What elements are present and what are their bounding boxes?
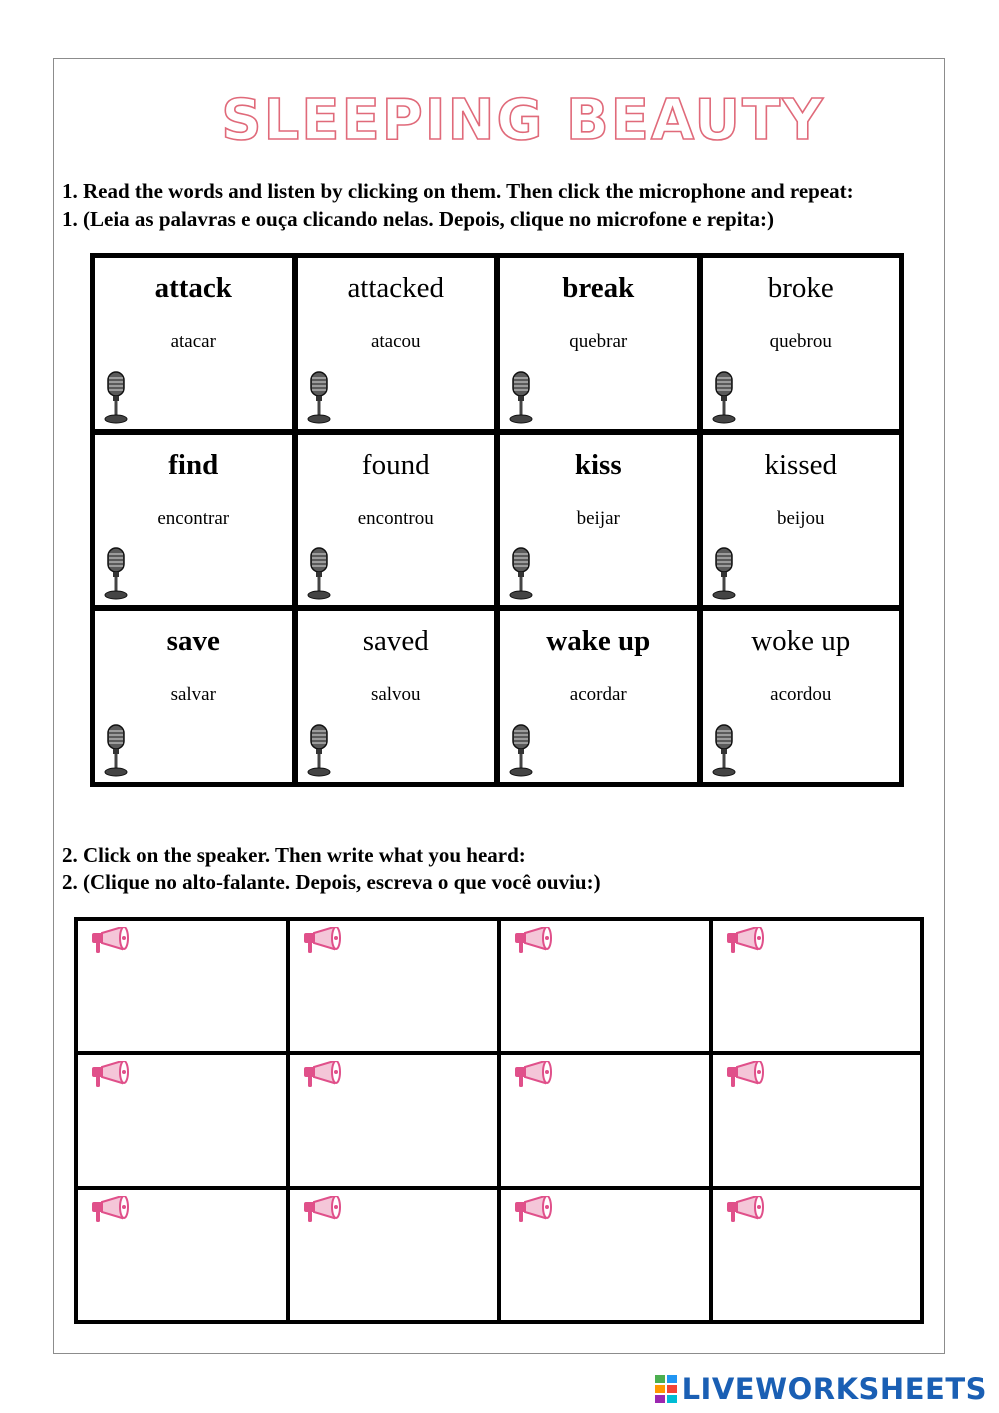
task1-instruction-en: 1. Read the words and listen by clicking on them. Then click the microphone and repeat: <box>62 179 854 203</box>
task1-instruction-pt: 1. (Leia as palavras e ouça clicando nelas. Depois, clique no microfone e repita:) <box>62 207 775 231</box>
microphone-icon[interactable] <box>103 371 129 425</box>
word-audio-link[interactable]: kiss <box>574 448 622 481</box>
megaphone-icon[interactable] <box>88 927 132 955</box>
word-audio-link[interactable]: kissed <box>764 448 837 481</box>
word-audio-link[interactable]: saved <box>362 625 429 658</box>
word-audio-link[interactable]: save <box>166 625 220 658</box>
megaphone-icon[interactable] <box>723 927 767 955</box>
word-card <box>297 610 496 783</box>
answer-box[interactable] <box>290 1055 498 1185</box>
word-translation: beijar <box>576 507 620 529</box>
word-audio-link[interactable]: attacked <box>347 272 445 304</box>
microphone-icon[interactable] <box>306 547 332 601</box>
word-translation: atacou <box>370 331 421 352</box>
answer-box[interactable] <box>78 921 286 1051</box>
liveworksheets-logo <box>655 1372 987 1406</box>
word-translation: encontrou <box>357 507 434 529</box>
liveworksheets-logo-text: LIVEWORKSHEETS <box>681 1372 987 1406</box>
word-card <box>499 610 698 783</box>
megaphone-icon[interactable] <box>300 1196 344 1224</box>
word-translation: acordou <box>770 684 832 706</box>
word-card <box>499 434 698 607</box>
answer-box[interactable] <box>78 1055 286 1185</box>
microphone-icon[interactable] <box>103 724 129 778</box>
word-translation: encontrar <box>157 507 230 529</box>
word-audio-link[interactable]: wake up <box>546 625 651 658</box>
word-translation: acordar <box>569 684 627 706</box>
microphone-icon[interactable] <box>508 724 534 778</box>
word-audio-link[interactable]: attack <box>154 272 232 304</box>
task2-instruction-en: 2. Click on the speaker. Then write what you heard: <box>62 843 526 867</box>
answer-box[interactable] <box>78 1190 286 1320</box>
word-card <box>297 434 496 607</box>
megaphone-icon[interactable] <box>511 927 555 955</box>
answer-box[interactable] <box>501 1190 709 1320</box>
word-translation: atacar <box>170 331 216 352</box>
microphone-icon[interactable] <box>306 724 332 778</box>
microphone-icon[interactable] <box>711 371 737 425</box>
megaphone-icon[interactable] <box>300 927 344 955</box>
word-translation: salvou <box>370 684 421 706</box>
megaphone-icon[interactable] <box>300 1061 344 1089</box>
answer-box[interactable] <box>713 1055 921 1185</box>
word-card <box>297 257 496 430</box>
word-translation: beijou <box>777 507 825 529</box>
task2-instruction-pt: 2. (Clique no alto-falante. Depois, escreva o que você ouviu:) <box>62 870 601 894</box>
answer-box[interactable] <box>501 1055 709 1185</box>
microphone-icon[interactable] <box>103 547 129 601</box>
vocabulary-grid <box>90 253 904 787</box>
answer-box[interactable] <box>290 921 498 1051</box>
answer-box[interactable] <box>290 1190 498 1320</box>
word-translation: quebrou <box>769 331 832 352</box>
word-card <box>702 610 901 783</box>
word-audio-link[interactable]: broke <box>767 272 834 304</box>
answer-box[interactable] <box>713 921 921 1051</box>
answer-box[interactable] <box>501 921 709 1051</box>
worksheet-title: SLEEPING BEAUTY <box>221 88 825 153</box>
word-card <box>94 434 293 607</box>
word-audio-link[interactable]: break <box>562 272 635 304</box>
megaphone-icon[interactable] <box>723 1061 767 1089</box>
word-card <box>702 257 901 430</box>
word-translation: quebrar <box>569 331 628 352</box>
word-translation: salvar <box>170 684 216 706</box>
microphone-icon[interactable] <box>508 371 534 425</box>
megaphone-icon[interactable] <box>88 1196 132 1224</box>
megaphone-icon[interactable] <box>723 1196 767 1224</box>
word-audio-link[interactable]: woke up <box>751 625 851 658</box>
word-audio-link[interactable]: find <box>168 448 219 481</box>
answer-box[interactable] <box>713 1190 921 1320</box>
megaphone-icon[interactable] <box>511 1196 555 1224</box>
microphone-icon[interactable] <box>306 371 332 425</box>
microphone-icon[interactable] <box>508 547 534 601</box>
liveworksheets-logo-icon <box>655 1375 677 1403</box>
dictation-grid <box>74 917 924 1324</box>
microphone-icon[interactable] <box>711 547 737 601</box>
word-card <box>702 434 901 607</box>
megaphone-icon[interactable] <box>511 1061 555 1089</box>
word-card <box>94 610 293 783</box>
word-card <box>499 257 698 430</box>
word-card <box>94 257 293 430</box>
microphone-icon[interactable] <box>711 724 737 778</box>
megaphone-icon[interactable] <box>88 1061 132 1089</box>
word-audio-link[interactable]: found <box>361 448 430 481</box>
